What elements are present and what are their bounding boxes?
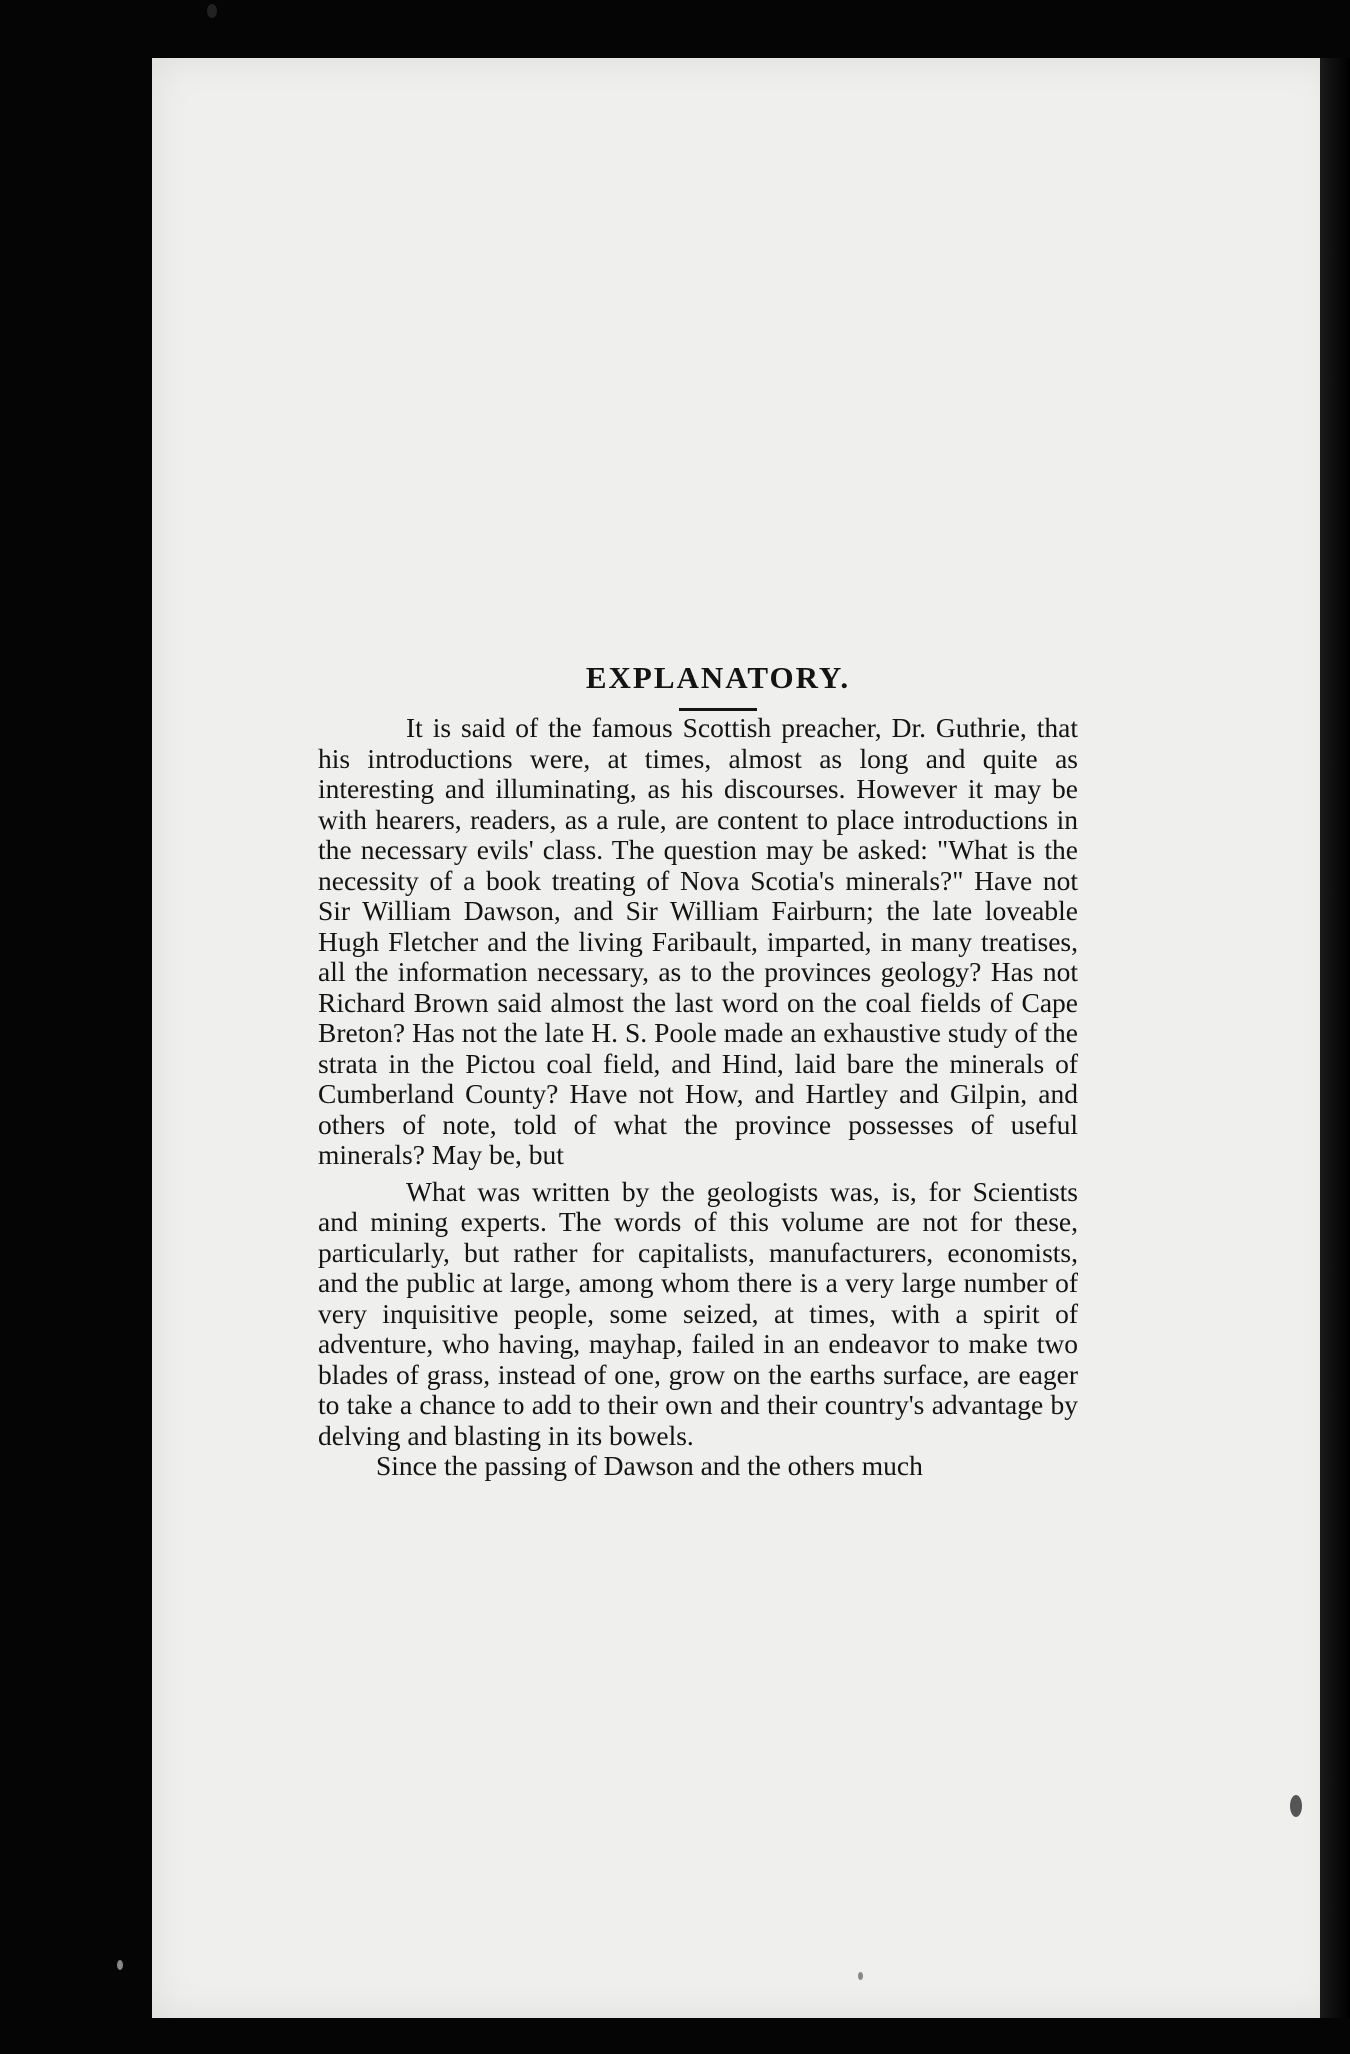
paragraph: Since the passing of Dawson and the others much — [376, 1450, 923, 1481]
dust-speck — [858, 1972, 863, 1980]
dust-speck — [1290, 1795, 1302, 1817]
dust-speck — [117, 1960, 123, 1970]
heading-divider — [679, 708, 757, 711]
page-edge-shadow — [1320, 58, 1350, 2018]
paragraph: What was written by the geologists was, is, for Scientists and mining experts. The words of this volume are not for these, particularly, but rather for capitalists, manufacturers, economists, and the public at large, among whom there is a very large number of very inquisitive people, some seized, at times, with a spirit of adventure, who having, mayhap, failed in an endeavor to make two blades of grass, instead of one, grow on the earths surface, are eager to take a chance to add to their own and their country's advantage by delving and blasting in its bowels. — [318, 1175, 1078, 1451]
paragraph: It is said of the famous Scottish preacher, Dr. Guthrie, that his introductions were, at times, almost as long and quite as interesting and illuminating, as his discourses. However it may be with hearers, readers, as a rule, are content to place introductions in the necessary evils' class. The question may be asked: "What is the necessity of a book treating of Nova Scotia's minerals?" Have not Sir William Dawson, and Sir William Fairburn; the late loveable Hugh Fletcher and the living Faribault, imparted, in many treatises, all the information necessary, as to the provinces geology? Has not Richard Brown said almost the last word on the coal fields of Cape Breton? Has not the late H. S. Poole made an exhaustive study of the strata in the Pictou coal field, and Hind, laid bare the minerals of Cumberland County? Have not How, and Hartley and Gilpin, and others of note, told of what the province possesses of useful minerals? May be, but — [318, 712, 1078, 1170]
document-heading: EXPLANATORY. — [585, 660, 851, 695]
dust-speck — [207, 4, 217, 18]
document-body — [318, 660, 1078, 1482]
